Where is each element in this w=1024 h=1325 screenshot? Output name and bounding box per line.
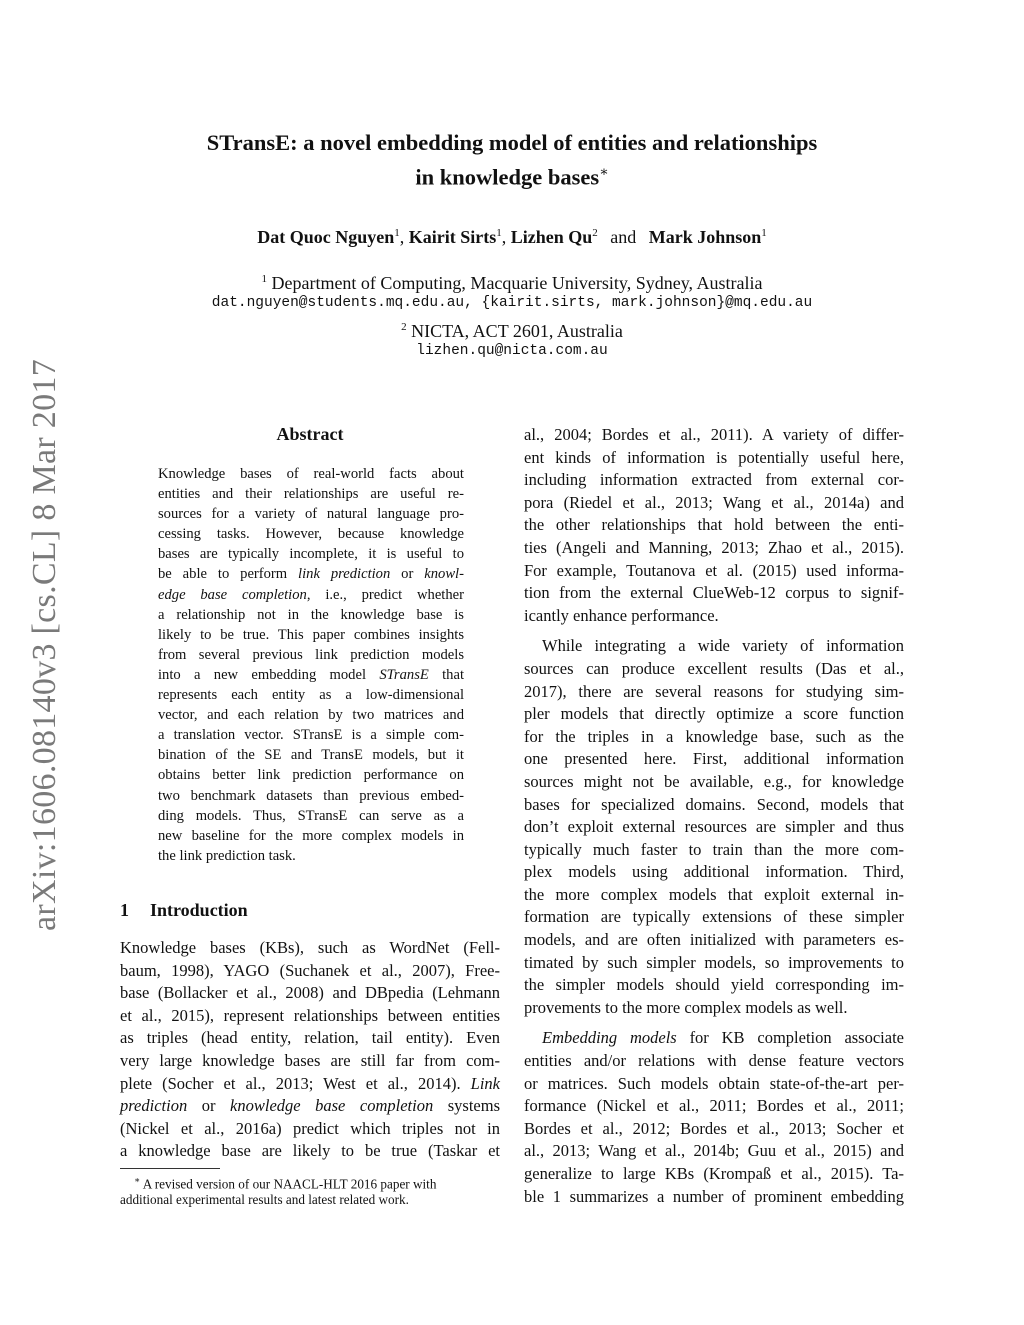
abstract-line: be able to perform link prediction or knowl- xyxy=(158,566,464,583)
abstract-line: into a new embedding model STransE that xyxy=(158,666,464,683)
authors-conjunction: and xyxy=(610,227,637,247)
abstract-heading: Abstract xyxy=(276,424,344,444)
author-affiliation-mark: 2 xyxy=(592,227,598,239)
abstract-body xyxy=(158,464,464,866)
author-name: Kairit Sirts xyxy=(408,227,497,247)
body-text-line: provements to the more complex models as well. xyxy=(524,997,848,1017)
abstract-line: obtains better link prediction performance on xyxy=(158,767,464,784)
body-text-line: the more complex models that exploit external in- xyxy=(524,884,904,904)
title-line-2: in knowledge bases∗ xyxy=(415,164,609,190)
body-text-line: sources might not be available, e.g., for knowledge xyxy=(524,771,904,791)
body-text-line: timated by such simpler models, so improvements to xyxy=(524,952,904,972)
section-title: Introduction xyxy=(150,900,248,920)
body-text-line: don’t exploit external resources are simpler and thus xyxy=(524,817,904,837)
body-text-line: entities and/or relations with dense feature vectors xyxy=(524,1051,904,1071)
body-text-line: sources can produce excellent results (Das et al., xyxy=(524,658,904,678)
body-text-line: al., 2004; Bordes et al., 2011). A variety of differ- xyxy=(524,425,904,444)
affiliation-2: $^2$ NICTA, ACT 2601, Australia xyxy=(401,321,623,341)
section-heading-introduction xyxy=(120,898,248,922)
abstract-line: bination of the SE and TransE models, but it xyxy=(158,747,464,764)
abstract-line: entities and their relationships are useful re- xyxy=(158,486,464,503)
body-text-line: For example, Toutanova et al. (2015) used informa- xyxy=(524,560,904,580)
body-text-line: bases for specialized domains. Second, models that xyxy=(524,794,904,814)
footnote-divider xyxy=(120,1168,220,1169)
footnote xyxy=(120,1171,500,1209)
body-text-line: al., 2013; Wang et al., 2014b; Guu et al., 2015) and xyxy=(524,1141,904,1161)
body-text-line: models, and are often initialized with parameters es- xyxy=(524,930,904,950)
body-text-line: a knowledge base are likely to be true (Taskar et xyxy=(120,1141,500,1161)
body-text-line: baum, 1998), YAGO (Suchanek et al., 2007), Free- xyxy=(120,960,500,980)
abstract-line: bases are typically incomplete, it is useful to xyxy=(158,546,464,563)
abstract-line: vector, and each relation by two matrices and xyxy=(158,707,464,724)
abstract-line: two benchmark datasets than previous embed- xyxy=(158,787,464,804)
affiliation-1: $^1$ Department of Computing, Macquarie University, Sydney, Australia xyxy=(261,273,763,293)
paper-title xyxy=(120,128,904,193)
introduction-right-column xyxy=(524,424,904,1208)
abstract-line: cessing tasks. However, because knowledge xyxy=(158,526,464,543)
body-text-line: Bordes et al., 2012; Bordes et al., 2013; Socher et xyxy=(524,1118,904,1138)
body-text-line: (Nickel et al., 2016a) predict which triples not in xyxy=(120,1118,500,1138)
body-text-line: prediction or knowledge base completion systems xyxy=(120,1096,501,1116)
body-text-line: While integrating a wide variety of information xyxy=(542,636,904,656)
abstract-line: a translation vector. STransE is a simple com- xyxy=(158,727,464,744)
author-name: Dat Quoc Nguyen xyxy=(257,227,395,247)
title-footnote-mark: ∗ xyxy=(599,165,609,180)
abstract-line: new baseline for the more complex models in xyxy=(158,827,464,844)
author-name: Lizhen Qu xyxy=(510,227,593,247)
abstract-line: likely to be true. This paper combines insights xyxy=(158,626,464,643)
section-number: 1 xyxy=(120,900,129,920)
body-text-line: pora (Riedel et al., 2013; Wang et al., 2014a) and xyxy=(524,492,904,512)
footnote-line: ∗ A revised version of our NAACL-HLT 2016 paper with xyxy=(134,1175,437,1192)
body-text-line: plete (Socher et al., 2013; West et al., 2014). Link xyxy=(120,1073,500,1093)
body-text-line: plex models using additional information. Third, xyxy=(524,862,904,882)
body-text-line: formation are typically extensions of these simpler xyxy=(524,907,904,927)
abstract-line: edge base completion, i.e., predict whether xyxy=(158,586,464,603)
body-text-line: et al., 2015), represent relationships between entities xyxy=(120,1005,500,1025)
abstract-line: sources for a variety of natural language pro- xyxy=(158,506,464,523)
body-text-line: formance (Nickel et al., 2011; Bordes et al., 2011; xyxy=(524,1096,904,1116)
body-text-line: 2017), there are several reasons for studying sim- xyxy=(524,681,904,701)
affiliation-1-emails: dat.nguyen@students.mq.edu.au, {kairit.sirts, mark.johnson}@mq.edu.au xyxy=(211,295,813,311)
footnote-line: additional experimental results and latest related work. xyxy=(120,1192,409,1207)
abstract-line: a relationship not in the knowledge base is xyxy=(158,606,464,623)
body-text-line: or matrices. Such models obtain state-of-the-art per- xyxy=(524,1073,904,1093)
body-text-line: pler models that directly optimize a score function xyxy=(524,704,904,724)
body-text-line: generalize to large KBs (Krompaß et al., 2015). Ta- xyxy=(524,1164,904,1183)
introduction-left-column xyxy=(120,937,500,1163)
body-text-line: Embedding models for KB completion associate xyxy=(542,1028,904,1048)
body-text-line: tion from the external ClueWeb-12 corpus to signif- xyxy=(524,583,904,603)
abstract-line: represents each entity as a low-dimensional xyxy=(158,687,464,704)
author-affiliation-mark: 1 xyxy=(761,227,767,239)
body-text-line: icantly enhance performance. xyxy=(524,605,719,625)
title-line-1: STransE: a novel embedding model of entities and relationships xyxy=(206,130,818,155)
author-list: Dat Quoc Nguyen$^1$, Kairit Sirts$^1$, Lizhen Qu$^2$ and Mark Johnson$^1$ xyxy=(257,227,767,247)
body-text-line: for the triples in a knowledge base, such as the xyxy=(524,726,904,746)
paragraph-gap xyxy=(524,1019,904,1027)
author-affiliation-mark: 1 xyxy=(496,227,502,239)
body-text-line: base (Bollacker et al., 2008) and DBpedia (Lehmann xyxy=(120,983,500,1003)
author-name: Mark Johnson xyxy=(648,227,762,247)
arxiv-identifier: arXiv:1606.08140v3 [cs.CL] 8 Mar 2017 xyxy=(26,358,63,932)
body-text-line: including information extracted from external cor- xyxy=(524,470,904,490)
body-text-line: one presented here. First, additional information xyxy=(524,749,904,769)
paragraph-gap xyxy=(524,627,904,635)
body-text-line: ent kinds of information is potentially useful here, xyxy=(524,447,904,467)
body-text-line: very large knowledge bases are still far from com- xyxy=(120,1050,500,1070)
body-text-line: the simpler models should yield corresponding im- xyxy=(524,975,904,995)
abstract-line: ding models. Thus, STransE can serve as a xyxy=(158,807,464,824)
affiliations xyxy=(100,267,924,363)
body-text-line: ble 1 summarizes a number of prominent embedding xyxy=(524,1186,904,1206)
body-text-line: the other relationships that hold between the enti- xyxy=(524,515,904,535)
abstract-line: the link prediction task. xyxy=(158,847,296,864)
affiliation-2-email: lizhen.qu@nicta.com.au xyxy=(416,343,608,359)
author-affiliation-mark: 1 xyxy=(394,227,400,239)
body-text-line: Knowledge bases (KBs), such as WordNet (Fell- xyxy=(120,938,500,957)
body-text-line: typically much faster to train than the more com- xyxy=(524,839,904,859)
abstract-line: from several previous link prediction models xyxy=(158,646,464,663)
body-text-line: ties (Angeli and Manning, 2013; Zhao et al., 2015). xyxy=(524,537,904,557)
abstract-line: Knowledge bases of real-world facts about xyxy=(158,466,464,482)
body-text-line: as triples (head entity, relation, tail entity). Even xyxy=(120,1028,500,1048)
